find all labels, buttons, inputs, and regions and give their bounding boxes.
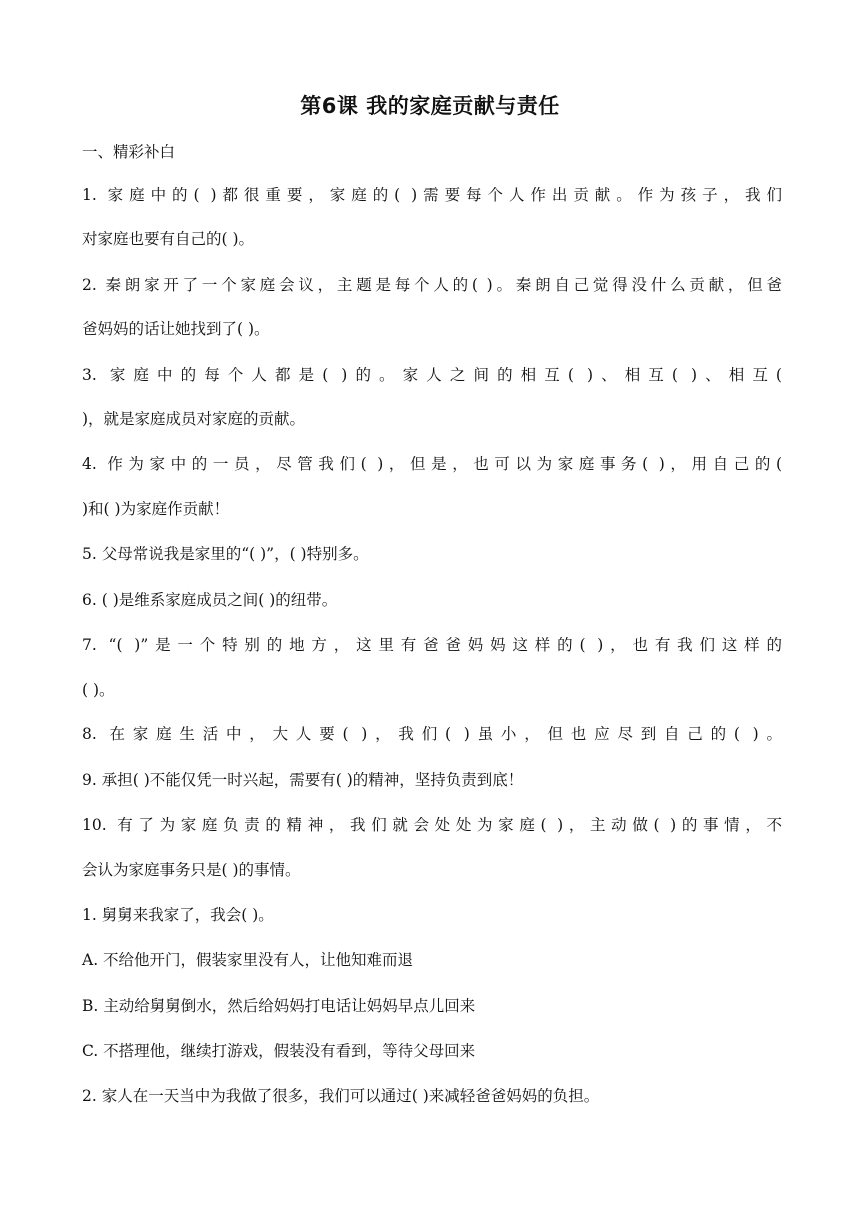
choice-q1-option-c: C. 不搭理他，继续打游戏，假装没有看到，等待父母回来 (82, 1042, 476, 1060)
section-heading: 一、精彩补白 (82, 143, 176, 161)
fill-blank-q7-line1: 7. “( )”是一个特别的地方，这里有爸爸妈妈这样的( )，也有我们这样的 (82, 636, 782, 654)
fill-blank-q4-line1: 4. 作为家中的一员，尽管我们( )，但是，也可以为家庭事务( )，用自己的( (82, 455, 782, 473)
fill-blank-q10-line1: 10. 有了为家庭负责的精神，我们就会处处为家庭( )，主动做( )的事情，不 (82, 816, 782, 834)
page-title: 第6课 我的家庭贡献与责任 (300, 94, 560, 118)
fill-blank-q1-line1: 1. 家庭中的( )都很重要，家庭的( )需要每个人作出贡献。作为孩子，我们 (82, 186, 782, 204)
fill-blank-q1-line2: 对家庭也要有自己的( )。 (82, 230, 255, 248)
fill-blank-q5: 5. 父母常说我是家里的“( )”，( )特别多。 (82, 545, 369, 563)
fill-blank-q6: 6. ( )是维系家庭成员之间( )的纽带。 (82, 591, 338, 609)
choice-q2-stem: 2. 家人在一天当中为我做了很多，我们可以通过( )来减轻爸爸妈妈的负担。 (82, 1087, 600, 1105)
fill-blank-q2-line2: 爸妈妈的话让她找到了( )。 (82, 320, 270, 338)
choice-q1-option-b: B. 主动给舅舅倒水，然后给妈妈打电话让妈妈早点儿回来 (82, 997, 476, 1015)
fill-blank-q4-line2: )和( )为家庭作贡献！ (82, 500, 230, 518)
fill-blank-q3-line1: 3. 家庭中的每个人都是( )的。家人之间的相互( )、相互( )、相互( (82, 366, 782, 384)
fill-blank-q10-line2: 会认为家庭事务只是( )的事情。 (82, 861, 301, 879)
fill-blank-q8: 8. 在家庭生活中，大人要( )，我们( )虽小，但也应尽到自己的( )。 (82, 725, 782, 743)
fill-blank-q7-line2: ( )。 (82, 681, 115, 699)
fill-blank-q9: 9. 承担( )不能仅凭一时兴起，需要有( )的精神，坚持负责到底！ (82, 771, 524, 789)
fill-blank-q3-line2: )，就是家庭成员对家庭的贡献。 (82, 410, 306, 428)
choice-q1-option-a: A. 不给他开门，假装家里没有人，让他知难而退 (82, 951, 414, 969)
choice-q1-stem: 1. 舅舅来我家了，我会( )。 (82, 906, 274, 924)
fill-blank-q2-line1: 2. 秦朗家开了一个家庭会议，主题是每个人的( )。秦朗自己觉得没什么贡献，但爸 (82, 276, 782, 294)
